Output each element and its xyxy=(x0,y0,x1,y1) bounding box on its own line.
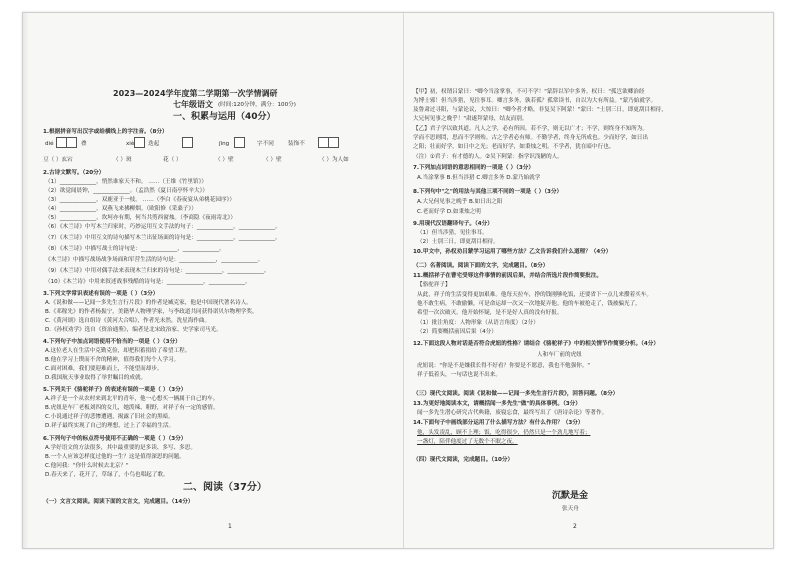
q1-row2-c: 花（ ） xyxy=(163,157,182,163)
pinyin-3: jīng xyxy=(219,141,230,147)
section-2-heading: 二、阅读（37分） xyxy=(183,482,267,493)
q3-option: D.《孙权劝学》选自《资治通鉴》，编者是北宋政治家、史学家司马光。 xyxy=(45,327,222,333)
q11-line: 他不敢生病，不敢偷懒，可是命运却一次又一次地捉弄他。他的车被抢走了，钱被骗光了， xyxy=(417,301,641,307)
reading-4-heading: （四）现代文阅读，完成题目。（10分） xyxy=(413,457,514,463)
reading-2-heading: （二）名著阅读。阅读下面的文字，完成题目。（8分） xyxy=(413,263,549,269)
passage-line: 及鲁肃过寻阳，与蒙论议，大惊曰："卿今者才略，非复吴下阿蒙！"蒙曰："士别三日，即更刮目相待， xyxy=(413,107,667,113)
q2-line: （6）《木兰诗》中写木兰归家时，巧妙运用互文手法的句子：_____________，_____________。 xyxy=(45,224,281,230)
q11-line: 希望一次次破灭。他开始怀疑，是不是好人真的没有好报。 xyxy=(417,310,563,316)
q6-option: A.学好语文的方法很多，其中最重要的是多读、多写、多思。 xyxy=(45,445,196,451)
page-1 xyxy=(23,13,401,548)
question-14: 14.下面句子中画线部分运用了什么描写方法？有什么作用？（3分） xyxy=(413,420,584,426)
passage-line: 之阳；壮而好学，如日中之光；老而好学，如秉烛之明。不学者，犹在暗中行也。 xyxy=(413,144,615,150)
q1-row2-f: （ ）为人如 xyxy=(319,157,349,163)
q1-row2-b: （ ）斑 xyxy=(113,157,132,163)
question-10: 10.甲文中，孙权劝吕蒙学习运用了哪些方法？乙文告诉我们什么道理？（4分） xyxy=(413,249,612,255)
q4-option: A.这位老人在生活中克勤克俭，却把积蓄捐给了希望工程。 xyxy=(45,348,191,354)
q4-option: B.他在学习上锲而不舍的精神，值得我们每个人学习。 xyxy=(45,357,180,363)
page-number-1: 1 xyxy=(228,523,232,530)
question-13: 13.为更好地阅读本文，请概括闻一多先生"做"的具体事例。（3分） xyxy=(413,401,581,407)
passage-line: 为博士邪！但当涉猎，见往事耳。卿言多务，孰若孤？孤常读书，自以为大有所益。"蒙乃始就学。 xyxy=(413,98,657,104)
q11-item: （2）简要概括前因后果（4分） xyxy=(417,329,497,335)
passage-line: 【乙】君子学以致其道。凡人之学，必有所因。若不学，则无以广才；不学，则终身不知所为。 xyxy=(413,126,648,132)
q2-line: （5）_____________，坎坷亦有期，何当共剪西窗烛。（李商隐《夜雨寄北》） xyxy=(45,215,236,221)
word-1: 叠 xyxy=(81,141,87,147)
q12-line: 祥子低着头，一句话也说不出来。 xyxy=(417,372,501,378)
q2-line: （2）欲觉闻晨钟，_____________。（孟浩然《夏日南亭怀辛大》） xyxy=(45,188,208,194)
q6-option: B.一个人应该怎样度过他的一生？这是值得深思的问题。 xyxy=(45,454,185,460)
q1-row2-a: 豆（ ）玄宕 xyxy=(43,157,73,163)
exam-subtitle: 七年级语文 xyxy=(173,100,213,109)
page-number-2: 2 xyxy=(573,523,577,530)
reading-3-heading: （三）现代文阅读。阅读《说和做——记闻一多先生言行片段》，回答问题。（8分） xyxy=(413,391,619,397)
q2-line: （7）《木兰诗》中用互文的诗句描写木兰出征场面的诗句是：_____________，_____________。 xyxy=(45,235,281,241)
q2-line: （9）《木兰诗》中用对偶手法来表现木兰归来的诗句是：_____________，_____________。 xyxy=(45,268,270,274)
page-2 xyxy=(407,13,773,548)
q11-item: （1）批注角度：人物形象（从语言角度）（2分） xyxy=(417,320,539,326)
question-12: 12.下面这段人物对话是否符合虎妞的性格？请结合《骆驼祥子》中的相关情节作简要分析。（4分） xyxy=(413,341,659,347)
page-divider xyxy=(403,13,404,548)
q1-row2-e: （ ）壁 xyxy=(263,157,282,163)
q9-line: （2）士别三日，即更刮目相待。 xyxy=(417,239,499,245)
q2-line: （4）_____________，双燕飞来拂柳烟。（欧阳修《采桑子》） xyxy=(45,206,197,212)
pinyin-1: dié xyxy=(45,141,54,147)
q2-line: （1）_____________，悄然谁家天不和。 ……（王维《竹里馆》） xyxy=(45,179,207,185)
q12-center-title: 人和车厂前的虎妞 xyxy=(537,352,582,358)
q5-option: C.小说通过祥子的悲惨遭遇，揭露了旧社会的黑暗。 xyxy=(45,414,174,420)
q11-subtitle: 【骆驼祥子】 xyxy=(417,282,451,288)
question-8: 8.下列句中"之"的用法与其他三项不同的一项是（ ）（3分） xyxy=(413,189,563,195)
exam-meta: (时间:120分钟，满分：100分) xyxy=(218,102,296,108)
char-grid-1[interactable] xyxy=(57,137,77,148)
q3-option: A.《说和做——记闻一多先生言行片段》的作者是臧克家，他是中国现代著名诗人。 xyxy=(45,300,252,306)
q8-option: C.老而好学 D.如秉烛之明 xyxy=(417,209,481,215)
passage-line: 【甲】初，权谓吕蒙曰："卿今当涂掌事，不可不学！"蒙辞以军中多务。权曰："孤岂欲卿治经 xyxy=(413,89,645,95)
story-author: 张天舟 xyxy=(562,506,579,512)
reading-1-heading: （一）文言文阅读。阅读下面的文言文，完成题目。（14分） xyxy=(43,499,194,505)
question-7: 7.下列加点词语的意思相同的一项是（ ）（3分） xyxy=(413,165,534,171)
passage-line: 大兄何见事之晚乎！"肃遂拜蒙母，结友而别。 xyxy=(413,116,528,122)
char-grid-4[interactable] xyxy=(235,137,245,148)
q5-option: D.祥子最终实现了自己的理想，过上了幸福的生活。 xyxy=(45,423,175,429)
question-1: 1.根据拼音写出汉字或给横线上的字注音。（8分） xyxy=(43,129,168,135)
q3-option: C.《黄河颂》选自组诗《黄河大合唱》，作者光未然，冼星海作曲。 xyxy=(45,318,211,324)
q6-option: C.他问我："你什么时候去北京？" xyxy=(45,463,129,469)
pinyin-2: xiè xyxy=(126,141,135,147)
q13-line: 闻一多先生潜心研究古代典籍，废寝忘食，最终写出了《唐诗杂论》等著作。 xyxy=(417,410,608,416)
q6-option: D.春天来了，花开了，草绿了，小鸟也唱起了歌。 xyxy=(45,472,169,478)
question-11: 11.概括祥子在曹宅受辱这件事情的前因后果，并结合所选片段作简要批注。 xyxy=(413,273,602,279)
question-2: 2.古诗文默写。（20分） xyxy=(43,170,105,176)
passage-note: （注）①君子：有才德的人。②吴下阿蒙：指学识浅陋的人。 xyxy=(413,154,563,160)
q14-line: 他，头发凌乱，顾不上理；饭，吃得很少，仍然只是一个劲儿地写着； xyxy=(417,430,591,436)
q8-option: A.大兄何见事之晚乎 B.如日出之阳 xyxy=(417,199,503,205)
q2-line: （3）_____________，双鹿亚于一枝。 ……（李白《春夜宴从弟桃花园序》） xyxy=(45,197,235,203)
q3-option: B.《邓稼先》的作者杨振宁，美籍华人物理学家，与李政道共同获得诺贝尔物理学奖。 xyxy=(45,309,258,315)
q9-line: （1）但当涉猎，见往事耳。 xyxy=(417,230,488,236)
question-6: 6.下列句子中的标点符号使用不正确的一项是（ ）（3分） xyxy=(43,436,187,442)
exam-title: 2023—2024学年度第二学期第一次学情调研 xyxy=(113,89,278,98)
char-grid-3[interactable] xyxy=(183,137,193,148)
q14-line: 一盏灯，陪伴他度过了无数个不眠之夜。 xyxy=(417,439,518,445)
question-4: 4.下列句子中加点词语使用不恰当的一项是（ ）（3分） xyxy=(43,339,181,345)
story-title: 沉默是金 xyxy=(552,491,589,501)
word-3: 字不同 xyxy=(257,141,274,147)
question-3: 3.下列文学常识表述有误的一项是（ ）（3分） xyxy=(43,291,159,297)
char-grid-5[interactable] xyxy=(319,137,339,148)
word-4: 装饰不 xyxy=(288,141,305,147)
question-9: 9.用现代汉语翻译句子。（4分） xyxy=(413,221,493,227)
section-1-heading: 一、积累与运用（40分） xyxy=(173,112,276,122)
exam-sheet xyxy=(22,12,774,549)
q4-option: D.我国航天事业取得了举世瞩目的成就。 xyxy=(45,375,147,381)
question-5: 5.下列关于《骆驼祥子》的表述有误的一项是（ ）（3分） xyxy=(43,387,187,393)
q4-option: C.面对困难，我们要迎难而上，不能望而却步。 xyxy=(45,366,163,372)
q12-line: 虎妞说："你是不是嫌我长得不好看？你要是不愿意，我也不勉强你。" xyxy=(417,363,590,369)
q5-option: A.祥子是一个从农村来到北平的青年，他一心想买一辆属于自己的车。 xyxy=(45,396,219,402)
passage-line: 学而不思则罔，思而不学则殆。古之学者必有师。不勤学者，终身无所成也。少而好学，如日出 xyxy=(413,135,648,141)
word-2: 迭起 xyxy=(148,141,160,147)
q2-line: （10）《木兰诗》中用来叙述战事残酷的诗句是：_____________，_____________。 xyxy=(45,279,251,285)
q2-line: 《木兰诗》中描写战场战争场面和军营生活的诗句是：_____________，_____________。 xyxy=(45,257,264,263)
q5-option: B.虎妞是车厂老板刘四的女儿，她泼辣、粗野，对祥子有一定的感情。 xyxy=(45,405,219,411)
q2-line: （8）《木兰诗》中描写战士的诗句是：_____________，_____________。 xyxy=(45,246,225,252)
q1-row2-d: （ ）壁 xyxy=(215,157,234,163)
char-grid-2[interactable] xyxy=(135,137,145,148)
q7-options: A.当涂掌事 B.但当涉猎 C.卿言多务 D.蒙乃始就学 xyxy=(417,175,541,181)
q11-line: 从此，祥子的生活变得更加艰难。他每天拉车，挣的钱刚够吃饭，还要省下一点儿来攒着买车。 xyxy=(417,292,652,298)
